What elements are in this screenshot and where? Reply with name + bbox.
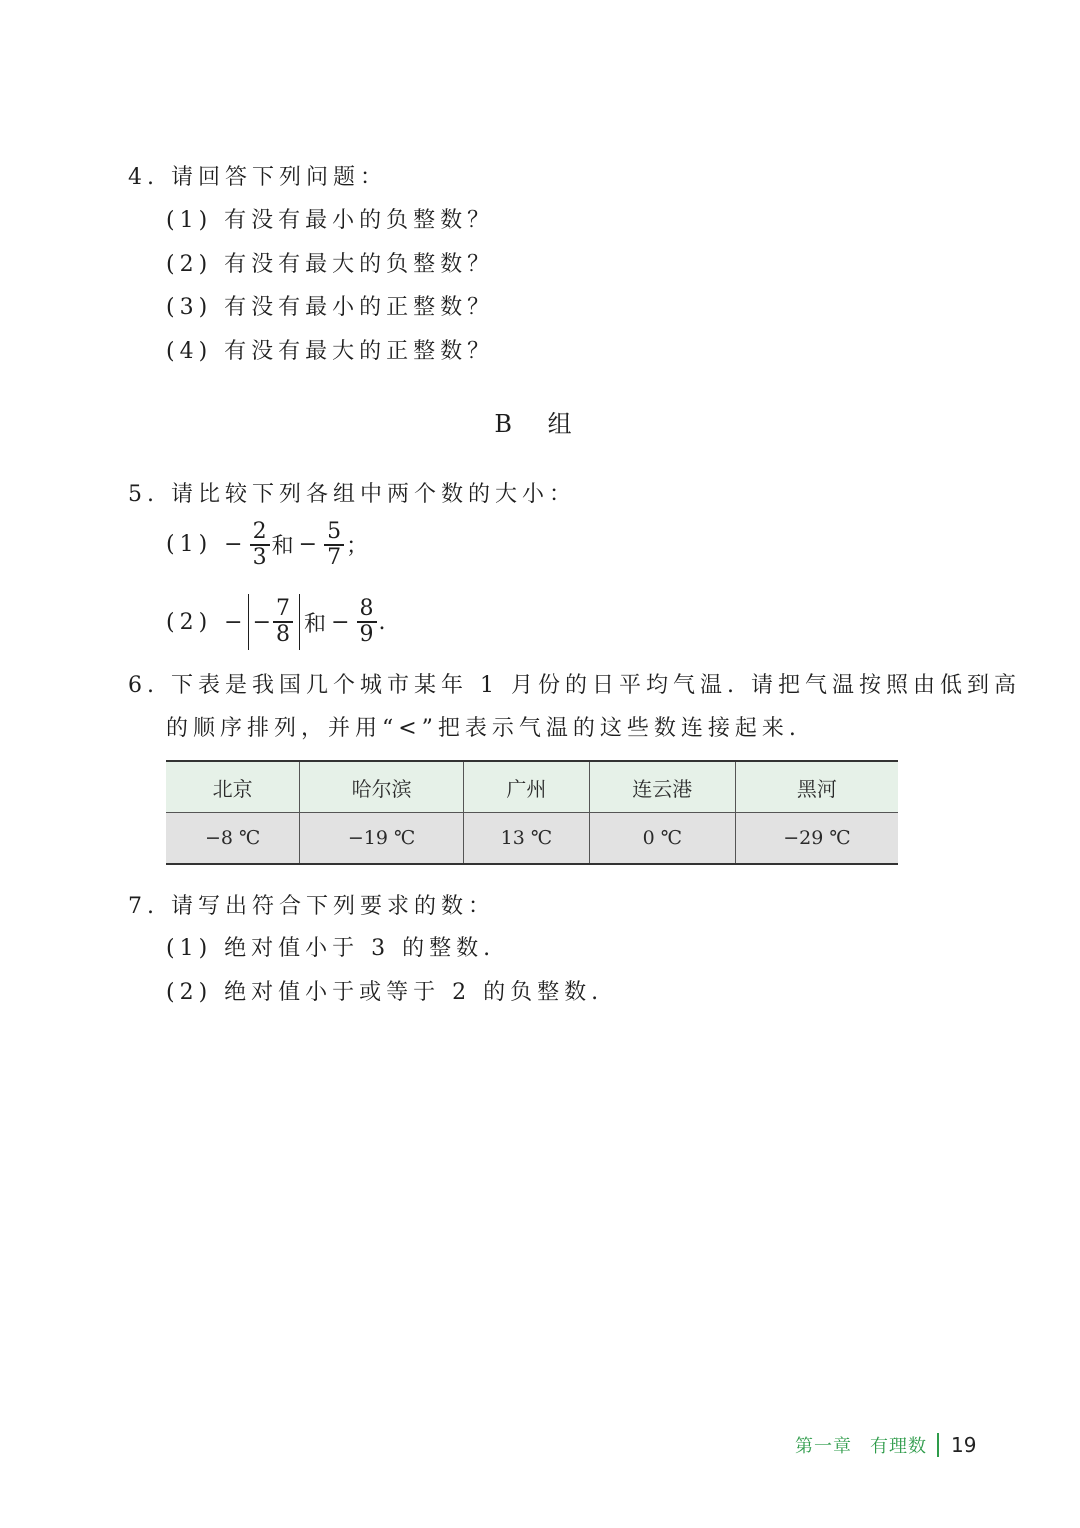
- question-7-item-1: (1) 绝对值小于 3 的整数.: [166, 936, 496, 961]
- question-4-item-2: (2) 有没有最大的负整数？: [166, 252, 495, 277]
- minus-sign: −: [224, 532, 248, 558]
- item-label: (1): [166, 532, 213, 558]
- minus-sign: −: [252, 609, 272, 635]
- question-5-item-1: [166, 520, 373, 570]
- table-header-row: [166, 761, 898, 813]
- city-header: 连云港: [589, 761, 735, 813]
- numerator: 7: [276, 596, 291, 622]
- city-header: 北京: [166, 761, 300, 813]
- table-row: [166, 813, 898, 865]
- question-7-item-2: (2) 绝对值小于或等于 2 的负整数.: [166, 980, 604, 1005]
- fraction: [324, 520, 344, 570]
- and-word: 和: [304, 611, 332, 637]
- absolute-value: [248, 594, 300, 650]
- page-footer: [795, 1432, 976, 1458]
- minus-sign: −: [224, 609, 248, 635]
- temperature-cell: −19 ℃: [300, 813, 464, 865]
- group-title: B 组: [494, 410, 586, 438]
- city-header: 黑河: [735, 761, 898, 813]
- temperature-cell: 13 ℃: [464, 813, 590, 865]
- and-word: 和: [271, 534, 299, 560]
- fraction: [357, 597, 377, 647]
- question-5-item-2: [166, 594, 391, 650]
- temperature-cell: 0 ℃: [589, 813, 735, 865]
- punctuation: ；: [346, 534, 374, 560]
- minus-sign: −: [331, 609, 355, 635]
- question-5-stem: 5. 请比较下列各组中两个数的大小：: [128, 482, 576, 507]
- item-label: (2): [166, 609, 213, 635]
- city-header: 哈尔滨: [300, 761, 464, 813]
- city-header: 广州: [464, 761, 590, 813]
- temperature-table: [166, 760, 898, 865]
- denominator: 9: [359, 621, 374, 647]
- fraction: [250, 520, 270, 570]
- punctuation: .: [378, 609, 391, 635]
- question-4-item-1: (1) 有没有最小的负整数？: [166, 208, 495, 233]
- question-6-line-2: 的顺序排列，并用“<”把表示气温的这些数连接起来.: [166, 716, 801, 741]
- page-number: 19: [951, 1433, 977, 1457]
- chapter-label: [795, 1432, 927, 1458]
- chapter-number: 第一章: [795, 1436, 852, 1457]
- chapter-title: 有理数: [870, 1436, 927, 1457]
- footer-divider: [937, 1433, 939, 1457]
- question-4-item-3: (3) 有没有最小的正整数？: [166, 295, 495, 320]
- numerator: 5: [327, 519, 342, 544]
- question-7-stem: 7. 请写出符合下列要求的数：: [128, 894, 495, 919]
- question-6-line-1: 6. 下表是我国几个城市某年 1 月份的日平均气温. 请把气温按照由低到高: [128, 673, 1021, 698]
- denominator: 3: [252, 544, 267, 570]
- question-4-stem: 4. 请回答下列问题：: [128, 165, 387, 190]
- numerator: 2: [252, 519, 267, 544]
- denominator: 8: [276, 621, 291, 647]
- numerator: 8: [359, 596, 374, 622]
- temperature-cell: −29 ℃: [735, 813, 898, 865]
- temperature-cell: −8 ℃: [204, 827, 261, 849]
- denominator: 7: [327, 544, 342, 570]
- minus-sign: −: [298, 532, 323, 558]
- fraction: [273, 597, 293, 647]
- question-4-item-4: (4) 有没有最大的正整数？: [166, 339, 495, 364]
